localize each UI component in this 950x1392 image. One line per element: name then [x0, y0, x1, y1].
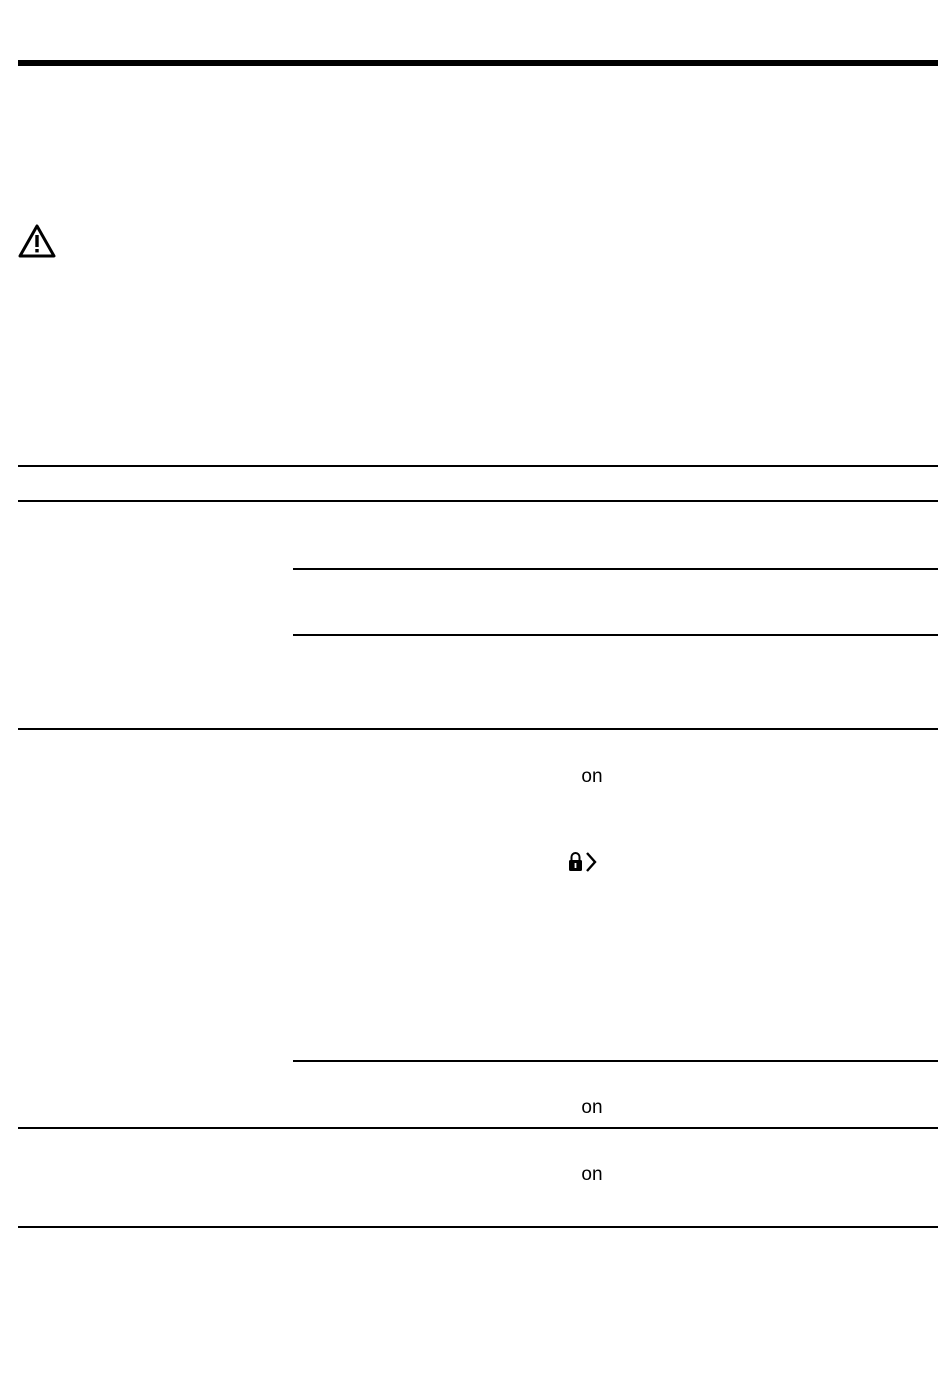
subrow-divider	[293, 634, 938, 636]
table-bottom-rule	[18, 1226, 938, 1228]
subrow-divider	[293, 1060, 938, 1062]
cell-value-on: on	[581, 1097, 603, 1118]
header-rule	[18, 60, 938, 66]
warning-triangle-icon	[18, 224, 56, 258]
lock-arrow-icon	[567, 850, 599, 874]
subrow-divider	[293, 568, 938, 570]
row-divider	[18, 728, 938, 730]
table-top-rule	[18, 465, 938, 467]
row-divider	[18, 1127, 938, 1129]
table-header-rule	[18, 500, 938, 502]
cell-value-on: on	[581, 1164, 603, 1185]
cell-value-on: on	[581, 766, 603, 787]
